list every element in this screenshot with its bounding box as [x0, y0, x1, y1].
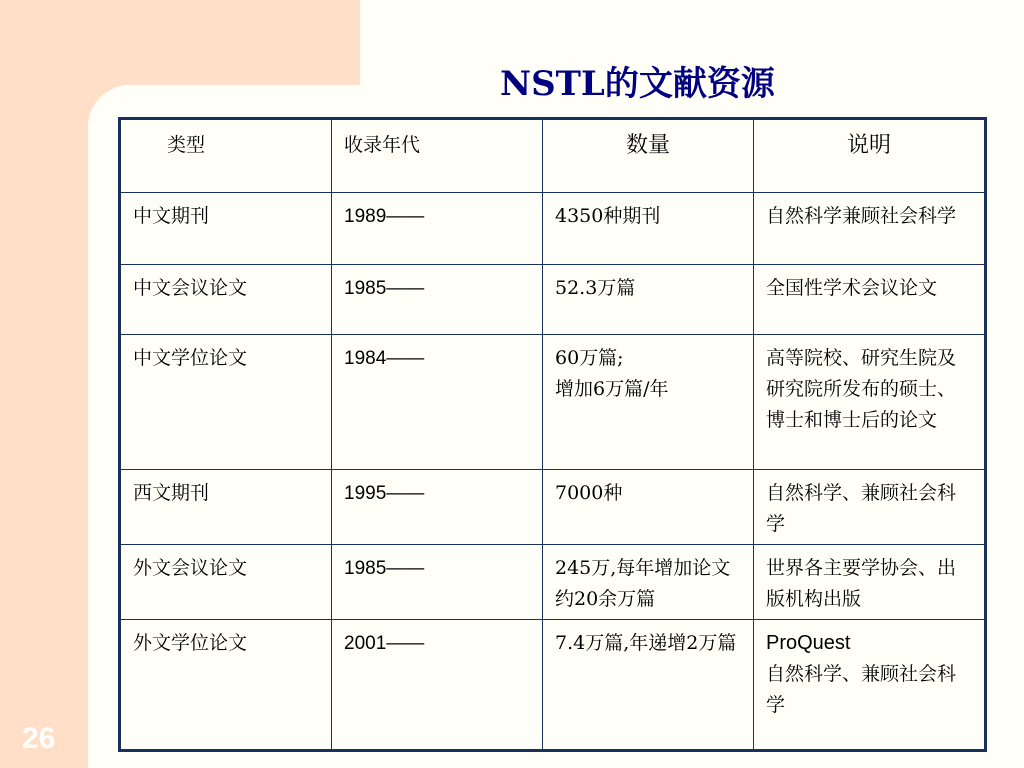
cell-note [754, 265, 986, 335]
cell-note [754, 620, 986, 751]
header-count: 数量 [543, 119, 754, 193]
note-line: 自然科学、兼顾社会科学 [766, 482, 957, 535]
cell-count [543, 193, 754, 265]
cell-note [754, 193, 986, 265]
cell-year: 2001—— [332, 620, 543, 751]
cell-type: 外文会议论文 [120, 545, 332, 620]
cell-count [543, 265, 754, 335]
count-line: 60万篇; [555, 347, 624, 369]
count-line: 增加6万篇/年 [555, 378, 669, 400]
resource-table [118, 117, 987, 752]
cell-count [543, 335, 754, 470]
note-line: 高等院校、研究生院及研究院所发布的硕士、博士和博士后的论文 [766, 347, 957, 431]
table-row [120, 620, 986, 751]
slide-number: 26 [22, 722, 56, 755]
count-line: 7000种 [555, 482, 623, 504]
page-title: NSTL的文献资源 [500, 64, 775, 104]
header-type: 类型 [120, 119, 332, 193]
count-line: 7.4万篇,年递增2万篇 [555, 632, 737, 654]
cell-type: 中文期刊 [120, 193, 332, 265]
note-line: 自然科学、兼顾社会科学 [766, 663, 957, 716]
cell-year: 1984—— [332, 335, 543, 470]
cell-year: 1989—— [332, 193, 543, 265]
table-row [120, 265, 986, 335]
header-note: 说明 [754, 119, 986, 193]
cell-type: 中文学位论文 [120, 335, 332, 470]
note-line: ProQuest [766, 632, 851, 654]
table-header-row [120, 119, 986, 193]
note-line: 全国性学术会议论文 [766, 277, 938, 299]
cell-year: 1985—— [332, 265, 543, 335]
cell-type: 西文期刊 [120, 470, 332, 545]
note-line: 自然科学兼顾社会科学 [766, 205, 957, 227]
cell-year: 1985—— [332, 545, 543, 620]
cell-year: 1995—— [332, 470, 543, 545]
count-line: 245万,每年增加论文约20余万篇 [555, 557, 731, 610]
cell-count [543, 545, 754, 620]
cell-note [754, 470, 986, 545]
header-year: 收录年代 [332, 119, 543, 193]
table-row [120, 335, 986, 470]
cell-count [543, 620, 754, 751]
count-line: 4350种期刊 [555, 205, 661, 227]
table-row [120, 545, 986, 620]
cell-type: 外文学位论文 [120, 620, 332, 751]
table-row [120, 470, 986, 545]
note-line: 世界各主要学协会、出版机构出版 [766, 557, 957, 610]
count-line: 52.3万篇 [555, 277, 636, 299]
cell-note [754, 545, 986, 620]
cell-type: 中文会议论文 [120, 265, 332, 335]
table-row [120, 193, 986, 265]
cell-count [543, 470, 754, 545]
cell-note [754, 335, 986, 470]
